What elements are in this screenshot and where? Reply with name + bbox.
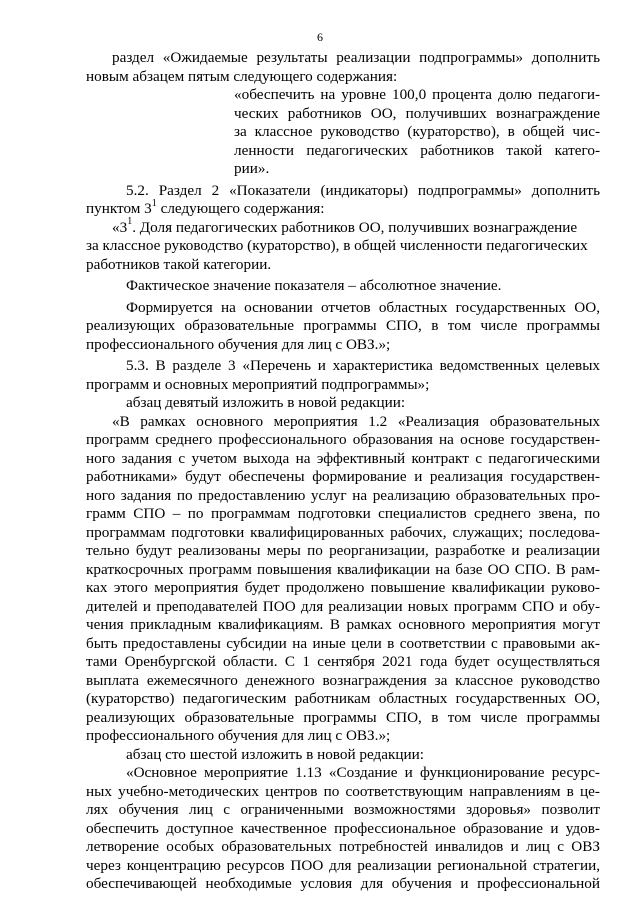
text-line: обеспечить доступное качественное профессиональное образование и удов-: [86, 819, 600, 837]
text-fragment: «3: [112, 218, 128, 236]
text-line: ках этого мероприятия будет продолжено повышение квалификации руково-: [86, 579, 600, 596]
text-line: рии».: [234, 160, 270, 177]
page-number: 6: [317, 30, 323, 44]
text-line: «обеспечить на уровне 100,0 процента долю педагоги-: [234, 86, 600, 103]
text-fragment: пунктом 3: [86, 200, 152, 217]
text-line: профессионального обучения для лиц с ОВЗ.»;: [86, 335, 391, 353]
text-line: через концентрацию ресурсов ПОО для реализации региональной стратегии,: [86, 856, 600, 874]
text-line: за классное руководство (кураторство), в общей численности педагогических: [86, 237, 588, 254]
text-line: быть предоставлены субсидии на иные цели в соответствии с правовыми ак-: [86, 634, 600, 652]
text-line: работниками» будут обеспечены формирование и реализация государствен-: [86, 468, 600, 485]
text-line: ленности педагогических работников такой катего-: [234, 141, 600, 159]
text-line: грамм СПО – по программам подготовки специалистов среднего звена, по: [86, 505, 600, 522]
document-body: [86, 49, 600, 894]
text-line: [86, 216, 600, 238]
text-line: программ и основных мероприятий подпрограммы»;: [86, 375, 430, 393]
text-line: за классное руководство (кураторство), в общей чис-: [234, 123, 600, 140]
text-line: программам подготовки квалифицированных рабочих, служащих; последова-: [86, 523, 600, 541]
text-line: чения прикладным квалификациям. В рамках основного мероприятия могут: [86, 616, 600, 633]
text-line: выплата ежемесячного денежного вознаграждения за классное руководство: [86, 671, 600, 689]
text-line: работников такой категории.: [86, 255, 272, 273]
text-line: Формируется на основании отчетов областных государственных ОО,: [126, 298, 600, 316]
text-line: тельно будут реализованы меры по реорганизации, разработке и реализации: [86, 542, 600, 559]
text-fragment: . Доля педагогических работников ОО, получивших вознаграждение: [132, 218, 578, 236]
text-line: дителей и преподавателей ПОО для реализации новых программ СПО и обу-: [86, 597, 600, 615]
text-line: абзац девятый изложить в новой редакции:: [126, 394, 406, 411]
text-line: новым абзацем пятым следующего содержания:: [86, 67, 398, 85]
text-line: тами Оренбургской области. С 1 сентября 2021 года будет осуществляться: [86, 653, 600, 670]
text-line: 5.2. Раздел 2 «Показатели (индикаторы) подпрограммы» дополнить: [126, 181, 600, 199]
text-fragment: следующего содержания:: [156, 200, 325, 217]
text-line: реализующих образовательные программы СПО, в том числе программы: [86, 317, 600, 334]
text-line: профессионального обучения для лиц с ОВЗ.»;: [86, 727, 391, 744]
text-line: ного задания по предоставлению услуг на реализацию образовательных про-: [86, 486, 600, 504]
quoted-insert: [86, 86, 600, 179]
text-line: реализующих образовательные программы СПО, в том числе программы: [86, 708, 600, 726]
text-line: «Основное мероприятие 1.13 «Создание и функционирование ресурс-: [126, 764, 600, 781]
text-line: ных учебно-методических центров по соответствующим направлениям в це-: [86, 782, 600, 800]
text-line: ного задания с учетом выхода на эффективный контракт с педагогическими: [86, 449, 600, 467]
text-line: раздел «Ожидаемые результаты реализации подпрограммы» дополнить: [112, 49, 600, 66]
text-line: абзац сто шестой изложить в новой редакции:: [126, 745, 424, 763]
text-line: «В рамках основного мероприятия 1.2 «Реализация образовательных: [112, 412, 600, 430]
text-line: [86, 197, 600, 219]
text-line: ческих работников ОО, получивших вознаграждение: [234, 104, 600, 122]
text-line: краткосрочных программ повышения квалификации на базе ОО СПО. В рам-: [86, 560, 600, 578]
text-line: программ среднего профессионального образования на основе государствен-: [86, 431, 600, 448]
text-line: летворение особых образовательных потребностей инвалидов и лиц с ОВЗ: [86, 838, 600, 855]
text-line: Фактическое значение показателя – абсолютное значение.: [126, 277, 502, 294]
text-line: обеспечивающей необходимые условия для обучения и профессиональной: [86, 875, 600, 892]
superscript: 1: [127, 216, 133, 228]
superscript: 1: [151, 197, 157, 209]
text-line: (кураторство) педагогическим работникам областных государственных ОО,: [86, 690, 600, 707]
text-line: лях обучения лиц с ограниченными возможностями здоровья» позволит: [86, 801, 600, 818]
text-line: 5.3. В разделе 3 «Перечень и характеристика ведомственных целевых: [126, 357, 600, 374]
